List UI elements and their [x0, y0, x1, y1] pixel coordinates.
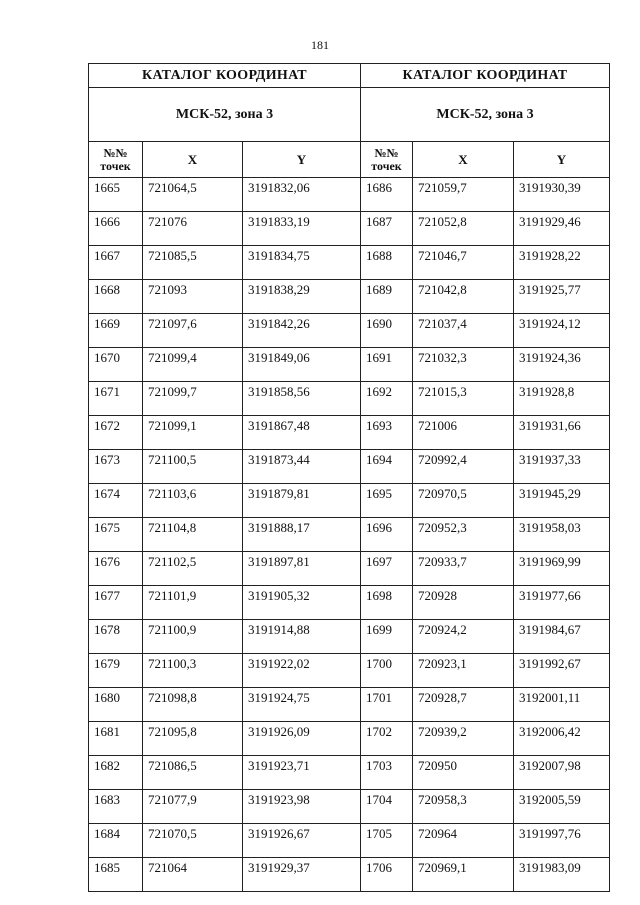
x-coordinate-cell: 720964 — [413, 824, 514, 858]
x-coordinate-cell: 721101,9 — [143, 586, 243, 620]
x-coordinate-cell: 721077,9 — [143, 790, 243, 824]
y-header: Y — [243, 142, 361, 178]
x-coordinate-cell: 721059,7 — [413, 178, 514, 212]
point-number-cell: 1696 — [361, 518, 413, 552]
y-header: Y — [514, 142, 610, 178]
table-row — [361, 586, 610, 620]
table-row — [361, 722, 610, 756]
y-coordinate-cell: 3191992,67 — [514, 654, 610, 688]
table-row — [89, 688, 361, 722]
y-coordinate-cell: 3191914,88 — [243, 620, 361, 654]
x-coordinate-cell: 721093 — [143, 280, 243, 314]
point-number-cell: 1680 — [89, 688, 143, 722]
table-row — [89, 416, 361, 450]
table-row — [361, 518, 610, 552]
y-coordinate-cell: 3191931,66 — [514, 416, 610, 450]
table-row — [361, 382, 610, 416]
table-row — [361, 280, 610, 314]
y-coordinate-cell: 3191897,81 — [243, 552, 361, 586]
y-coordinate-cell: 3191838,29 — [243, 280, 361, 314]
point-number-cell: 1700 — [361, 654, 413, 688]
y-coordinate-cell: 3191834,75 — [243, 246, 361, 280]
x-coordinate-cell: 720952,3 — [413, 518, 514, 552]
x-coordinate-cell: 721037,4 — [413, 314, 514, 348]
x-coordinate-cell: 720939,2 — [413, 722, 514, 756]
point-number-cell: 1706 — [361, 858, 413, 892]
x-coordinate-cell: 721085,5 — [143, 246, 243, 280]
y-coordinate-cell: 3191924,12 — [514, 314, 610, 348]
x-coordinate-cell: 720928,7 — [413, 688, 514, 722]
x-header: X — [143, 142, 243, 178]
point-number-cell: 1705 — [361, 824, 413, 858]
x-coordinate-cell: 721097,6 — [143, 314, 243, 348]
x-coordinate-cell: 721099,7 — [143, 382, 243, 416]
x-coordinate-cell: 721100,5 — [143, 450, 243, 484]
x-coordinate-cell: 720992,4 — [413, 450, 514, 484]
point-number-cell: 1670 — [89, 348, 143, 382]
y-coordinate-cell: 3191832,06 — [243, 178, 361, 212]
point-number-cell: 1693 — [361, 416, 413, 450]
x-coordinate-cell: 720928 — [413, 586, 514, 620]
point-number-cell: 1674 — [89, 484, 143, 518]
point-number-cell: 1677 — [89, 586, 143, 620]
y-coordinate-cell: 3191849,06 — [243, 348, 361, 382]
y-coordinate-cell: 3191984,67 — [514, 620, 610, 654]
y-coordinate-cell: 3191958,03 — [514, 518, 610, 552]
point-number-header: №№ точек — [89, 142, 143, 178]
table-row — [89, 382, 361, 416]
table-row — [89, 314, 361, 348]
table-row — [89, 790, 361, 824]
table-row — [89, 824, 361, 858]
point-number-cell: 1672 — [89, 416, 143, 450]
table-row — [361, 824, 610, 858]
coordinate-system-label: МСК-52, зона 3 — [89, 88, 361, 142]
x-coordinate-cell: 721064 — [143, 858, 243, 892]
y-coordinate-cell: 3191969,99 — [514, 552, 610, 586]
x-coordinate-cell: 720923,1 — [413, 654, 514, 688]
y-coordinate-cell: 3191928,22 — [514, 246, 610, 280]
x-coordinate-cell: 721070,5 — [143, 824, 243, 858]
x-coordinate-cell: 720924,2 — [413, 620, 514, 654]
x-coordinate-cell: 720970,5 — [413, 484, 514, 518]
catalog-title: КАТАЛОГ КООРДИНАТ — [361, 64, 610, 88]
point-number-cell: 1671 — [89, 382, 143, 416]
y-coordinate-cell: 3191867,48 — [243, 416, 361, 450]
x-coordinate-cell: 721095,8 — [143, 722, 243, 756]
table-row — [89, 348, 361, 382]
point-number-cell: 1685 — [89, 858, 143, 892]
table-row — [361, 620, 610, 654]
y-coordinate-cell: 3191924,36 — [514, 348, 610, 382]
x-coordinate-cell: 720958,3 — [413, 790, 514, 824]
y-coordinate-cell: 3191922,02 — [243, 654, 361, 688]
table-row — [361, 314, 610, 348]
table-row — [89, 450, 361, 484]
table-row — [89, 280, 361, 314]
point-number-cell: 1681 — [89, 722, 143, 756]
y-coordinate-cell: 3192005,59 — [514, 790, 610, 824]
table-row — [89, 586, 361, 620]
table-row — [89, 722, 361, 756]
y-coordinate-cell: 3191873,44 — [243, 450, 361, 484]
x-coordinate-cell: 721103,6 — [143, 484, 243, 518]
table-row — [361, 348, 610, 382]
point-number-cell: 1676 — [89, 552, 143, 586]
y-coordinate-cell: 3191923,98 — [243, 790, 361, 824]
table-row — [89, 552, 361, 586]
table-row — [361, 450, 610, 484]
y-coordinate-cell: 3191924,75 — [243, 688, 361, 722]
table-row — [361, 756, 610, 790]
table-row — [361, 212, 610, 246]
point-number-cell: 1704 — [361, 790, 413, 824]
table-row — [361, 178, 610, 212]
y-coordinate-cell: 3191997,76 — [514, 824, 610, 858]
point-number-cell: 1690 — [361, 314, 413, 348]
y-coordinate-cell: 3191983,09 — [514, 858, 610, 892]
y-coordinate-cell: 3191842,26 — [243, 314, 361, 348]
y-coordinate-cell: 3192007,98 — [514, 756, 610, 790]
y-coordinate-cell: 3191945,29 — [514, 484, 610, 518]
x-coordinate-cell: 721064,5 — [143, 178, 243, 212]
coordinate-system-label: МСК-52, зона 3 — [361, 88, 610, 142]
x-coordinate-cell: 721100,3 — [143, 654, 243, 688]
point-number-cell: 1684 — [89, 824, 143, 858]
y-coordinate-cell: 3191879,81 — [243, 484, 361, 518]
point-number-cell: 1673 — [89, 450, 143, 484]
coordinate-catalog-right — [360, 63, 610, 892]
table-row — [361, 654, 610, 688]
x-coordinate-cell: 720933,7 — [413, 552, 514, 586]
point-number-cell: 1702 — [361, 722, 413, 756]
point-number-cell: 1687 — [361, 212, 413, 246]
y-coordinate-cell: 3191925,77 — [514, 280, 610, 314]
point-number-cell: 1675 — [89, 518, 143, 552]
y-coordinate-cell: 3191923,71 — [243, 756, 361, 790]
y-coordinate-cell: 3192001,11 — [514, 688, 610, 722]
table-row — [89, 518, 361, 552]
point-number-cell: 1691 — [361, 348, 413, 382]
x-coordinate-cell: 721052,8 — [413, 212, 514, 246]
y-coordinate-cell: 3192006,42 — [514, 722, 610, 756]
point-number-cell: 1683 — [89, 790, 143, 824]
table-row — [89, 620, 361, 654]
x-coordinate-cell: 720969,1 — [413, 858, 514, 892]
y-coordinate-cell: 3191937,33 — [514, 450, 610, 484]
point-number-cell: 1694 — [361, 450, 413, 484]
point-number-cell: 1678 — [89, 620, 143, 654]
table-row — [89, 484, 361, 518]
x-coordinate-cell: 721032,3 — [413, 348, 514, 382]
x-coordinate-cell: 721046,7 — [413, 246, 514, 280]
point-number-cell: 1686 — [361, 178, 413, 212]
table-row — [361, 790, 610, 824]
coordinate-catalog-left — [88, 63, 361, 892]
catalog-title: КАТАЛОГ КООРДИНАТ — [89, 64, 361, 88]
table-row — [361, 484, 610, 518]
table-row — [361, 416, 610, 450]
page-number: 181 — [311, 38, 329, 52]
table-row — [361, 552, 610, 586]
point-number-cell: 1668 — [89, 280, 143, 314]
y-coordinate-cell: 3191929,46 — [514, 212, 610, 246]
x-coordinate-cell: 721015,3 — [413, 382, 514, 416]
point-number-cell: 1703 — [361, 756, 413, 790]
x-coordinate-cell: 721086,5 — [143, 756, 243, 790]
table-row — [361, 246, 610, 280]
point-number-cell: 1665 — [89, 178, 143, 212]
x-coordinate-cell: 721102,5 — [143, 552, 243, 586]
point-number-cell: 1679 — [89, 654, 143, 688]
y-coordinate-cell: 3191930,39 — [514, 178, 610, 212]
table-row — [89, 654, 361, 688]
y-coordinate-cell: 3191926,09 — [243, 722, 361, 756]
y-coordinate-cell: 3191926,67 — [243, 824, 361, 858]
x-coordinate-cell: 721042,8 — [413, 280, 514, 314]
x-coordinate-cell: 721099,1 — [143, 416, 243, 450]
table-row — [361, 858, 610, 892]
y-coordinate-cell: 3191858,56 — [243, 382, 361, 416]
point-number-cell: 1666 — [89, 212, 143, 246]
point-number-cell: 1697 — [361, 552, 413, 586]
y-coordinate-cell: 3191929,37 — [243, 858, 361, 892]
x-coordinate-cell: 721076 — [143, 212, 243, 246]
point-number-cell: 1699 — [361, 620, 413, 654]
point-number-header: №№ точек — [361, 142, 413, 178]
y-coordinate-cell: 3191888,17 — [243, 518, 361, 552]
table-row — [89, 756, 361, 790]
point-number-cell: 1669 — [89, 314, 143, 348]
x-header: X — [413, 142, 514, 178]
point-number-cell: 1688 — [361, 246, 413, 280]
point-number-cell: 1689 — [361, 280, 413, 314]
y-coordinate-cell: 3191905,32 — [243, 586, 361, 620]
point-number-cell: 1667 — [89, 246, 143, 280]
x-coordinate-cell: 721099,4 — [143, 348, 243, 382]
x-coordinate-cell: 720950 — [413, 756, 514, 790]
table-row — [361, 688, 610, 722]
x-coordinate-cell: 721006 — [413, 416, 514, 450]
table-row — [89, 212, 361, 246]
y-coordinate-cell: 3191833,19 — [243, 212, 361, 246]
point-number-cell: 1695 — [361, 484, 413, 518]
point-number-cell: 1682 — [89, 756, 143, 790]
table-row — [89, 858, 361, 892]
point-number-cell: 1692 — [361, 382, 413, 416]
x-coordinate-cell: 721104,8 — [143, 518, 243, 552]
point-number-cell: 1698 — [361, 586, 413, 620]
y-coordinate-cell: 3191977,66 — [514, 586, 610, 620]
y-coordinate-cell: 3191928,8 — [514, 382, 610, 416]
table-row — [89, 246, 361, 280]
x-coordinate-cell: 721098,8 — [143, 688, 243, 722]
x-coordinate-cell: 721100,9 — [143, 620, 243, 654]
table-row — [89, 178, 361, 212]
point-number-cell: 1701 — [361, 688, 413, 722]
